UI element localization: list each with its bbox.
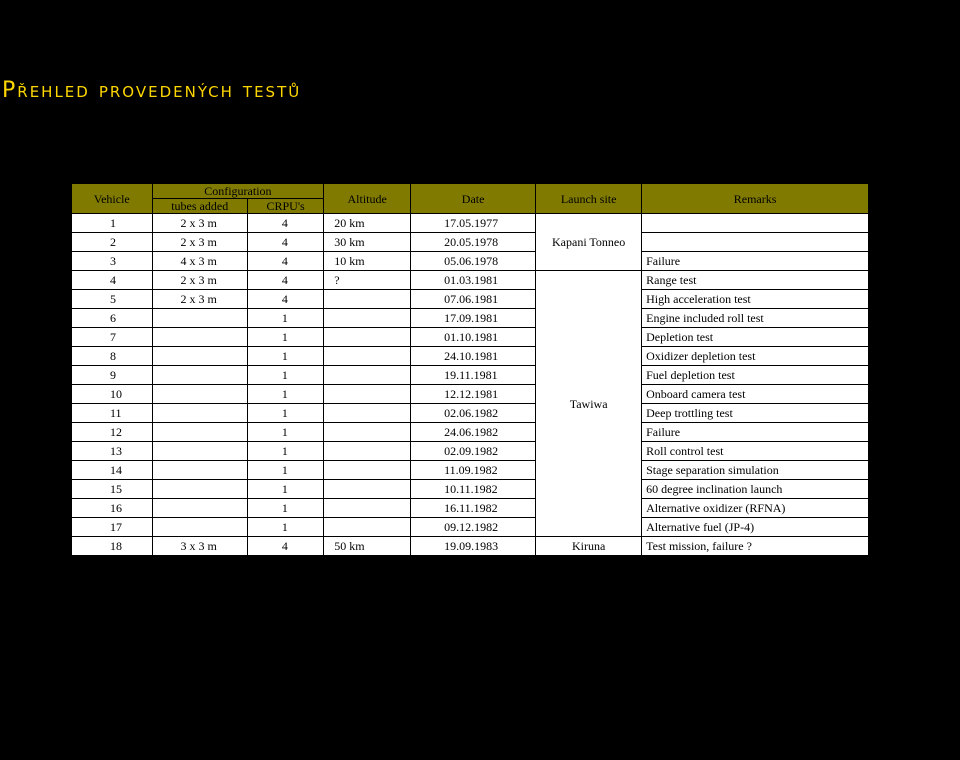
cell-tubes <box>152 518 247 537</box>
cell-vehicle: 10 <box>72 385 153 404</box>
cell-tubes <box>152 404 247 423</box>
cell-altitude <box>324 347 411 366</box>
cell-date: 24.06.1982 <box>411 423 536 442</box>
cell-date: 10.11.1982 <box>411 480 536 499</box>
table-row <box>72 290 869 309</box>
cell-remarks: Alternative fuel (JP-4) <box>642 518 869 537</box>
cell-remarks: Engine included roll test <box>642 309 869 328</box>
cell-altitude <box>324 309 411 328</box>
cell-tubes: 2 x 3 m <box>152 214 247 233</box>
cell-vehicle: 8 <box>72 347 153 366</box>
header-vehicle: Vehicle <box>72 184 153 214</box>
cell-altitude: ? <box>324 271 411 290</box>
header-altitude: Altitude <box>324 184 411 214</box>
cell-remarks <box>642 233 869 252</box>
table-row <box>72 442 869 461</box>
cell-altitude <box>324 442 411 461</box>
cell-tubes: 3 x 3 m <box>152 537 247 556</box>
table-row <box>72 366 869 385</box>
cell-launch-site: Kiruna <box>536 537 642 556</box>
cell-remarks: Stage separation simulation <box>642 461 869 480</box>
cell-date: 19.11.1981 <box>411 366 536 385</box>
cell-tubes: 4 x 3 m <box>152 252 247 271</box>
cell-vehicle: 2 <box>72 233 153 252</box>
cell-crpu: 1 <box>247 480 323 499</box>
cell-crpu: 1 <box>247 385 323 404</box>
cell-remarks: Deep trottling test <box>642 404 869 423</box>
cell-crpu: 1 <box>247 328 323 347</box>
table-row <box>72 214 869 233</box>
cell-remarks: Onboard camera test <box>642 385 869 404</box>
cell-date: 01.03.1981 <box>411 271 536 290</box>
cell-vehicle: 12 <box>72 423 153 442</box>
cell-remarks: Fuel depletion test <box>642 366 869 385</box>
table-row <box>72 233 869 252</box>
cell-crpu: 4 <box>247 290 323 309</box>
cell-tubes <box>152 366 247 385</box>
cell-tubes <box>152 385 247 404</box>
table-row <box>72 404 869 423</box>
cell-crpu: 4 <box>247 537 323 556</box>
table-row <box>72 385 869 404</box>
cell-date: 02.06.1982 <box>411 404 536 423</box>
cell-crpu: 1 <box>247 366 323 385</box>
cell-altitude: 30 km <box>324 233 411 252</box>
cell-vehicle: 15 <box>72 480 153 499</box>
cell-remarks: Oxidizer depletion test <box>642 347 869 366</box>
cell-tubes <box>152 423 247 442</box>
cell-tubes: 2 x 3 m <box>152 290 247 309</box>
header-remarks: Remarks <box>642 184 869 214</box>
cell-altitude: 20 km <box>324 214 411 233</box>
cell-altitude <box>324 423 411 442</box>
cell-altitude: 10 km <box>324 252 411 271</box>
cell-tubes <box>152 480 247 499</box>
cell-crpu: 1 <box>247 423 323 442</box>
cell-vehicle: 5 <box>72 290 153 309</box>
cell-altitude <box>324 290 411 309</box>
cell-vehicle: 1 <box>72 214 153 233</box>
cell-remarks: 60 degree inclination launch <box>642 480 869 499</box>
cell-altitude <box>324 461 411 480</box>
cell-crpu: 1 <box>247 499 323 518</box>
cell-remarks: Failure <box>642 252 869 271</box>
cell-launch-site: Tawiwa <box>536 271 642 537</box>
cell-vehicle: 13 <box>72 442 153 461</box>
cell-date: 09.12.1982 <box>411 518 536 537</box>
cell-remarks: Test mission, failure ? <box>642 537 869 556</box>
cell-remarks: Failure <box>642 423 869 442</box>
cell-vehicle: 4 <box>72 271 153 290</box>
cell-remarks <box>642 214 869 233</box>
cell-remarks: High acceleration test <box>642 290 869 309</box>
table-row <box>72 328 869 347</box>
cell-tubes <box>152 442 247 461</box>
cell-tubes <box>152 309 247 328</box>
cell-crpu: 4 <box>247 271 323 290</box>
table-row <box>72 309 869 328</box>
header-tubes-added: tubes added <box>152 199 247 214</box>
cell-date: 17.05.1977 <box>411 214 536 233</box>
cell-vehicle: 7 <box>72 328 153 347</box>
cell-crpu: 1 <box>247 404 323 423</box>
cell-crpu: 1 <box>247 461 323 480</box>
cell-crpu: 4 <box>247 252 323 271</box>
table-row <box>72 252 869 271</box>
tests-table <box>71 183 869 556</box>
table-row <box>72 271 869 290</box>
cell-date: 12.12.1981 <box>411 385 536 404</box>
cell-vehicle: 6 <box>72 309 153 328</box>
cell-remarks: Range test <box>642 271 869 290</box>
header-configuration: Configuration <box>152 184 324 199</box>
cell-date: 16.11.1982 <box>411 499 536 518</box>
cell-altitude: 50 km <box>324 537 411 556</box>
cell-altitude <box>324 328 411 347</box>
cell-vehicle: 3 <box>72 252 153 271</box>
cell-tubes: 2 x 3 m <box>152 271 247 290</box>
cell-date: 05.06.1978 <box>411 252 536 271</box>
cell-date: 07.06.1981 <box>411 290 536 309</box>
page-title: Přehled provedených testů <box>2 78 302 103</box>
cell-remarks: Depletion test <box>642 328 869 347</box>
cell-date: 20.05.1978 <box>411 233 536 252</box>
cell-crpu: 1 <box>247 309 323 328</box>
table-row <box>72 347 869 366</box>
cell-vehicle: 11 <box>72 404 153 423</box>
cell-vehicle: 18 <box>72 537 153 556</box>
cell-altitude <box>324 518 411 537</box>
table-row <box>72 480 869 499</box>
cell-tubes: 2 x 3 m <box>152 233 247 252</box>
cell-date: 17.09.1981 <box>411 309 536 328</box>
cell-remarks: Roll control test <box>642 442 869 461</box>
header-launch-site: Launch site <box>536 184 642 214</box>
cell-remarks: Alternative oxidizer (RFNA) <box>642 499 869 518</box>
cell-date: 11.09.1982 <box>411 461 536 480</box>
cell-vehicle: 14 <box>72 461 153 480</box>
cell-tubes <box>152 328 247 347</box>
cell-crpu: 4 <box>247 233 323 252</box>
table-row <box>72 461 869 480</box>
table-row <box>72 518 869 537</box>
table-row <box>72 537 869 556</box>
cell-altitude <box>324 499 411 518</box>
table-row <box>72 423 869 442</box>
cell-altitude <box>324 366 411 385</box>
cell-tubes <box>152 347 247 366</box>
table-row <box>72 499 869 518</box>
cell-vehicle: 9 <box>72 366 153 385</box>
cell-date: 19.09.1983 <box>411 537 536 556</box>
cell-tubes <box>152 461 247 480</box>
cell-altitude <box>324 480 411 499</box>
cell-crpu: 1 <box>247 347 323 366</box>
table-header <box>72 184 869 214</box>
cell-crpu: 1 <box>247 442 323 461</box>
cell-date: 01.10.1981 <box>411 328 536 347</box>
cell-tubes <box>152 499 247 518</box>
cell-vehicle: 17 <box>72 518 153 537</box>
cell-altitude <box>324 385 411 404</box>
header-date: Date <box>411 184 536 214</box>
cell-date: 02.09.1982 <box>411 442 536 461</box>
cell-crpu: 1 <box>247 518 323 537</box>
cell-date: 24.10.1981 <box>411 347 536 366</box>
header-crpus: CRPU's <box>247 199 323 214</box>
cell-vehicle: 16 <box>72 499 153 518</box>
cell-launch-site: Kapani Tonneo <box>536 214 642 271</box>
cell-altitude <box>324 404 411 423</box>
cell-crpu: 4 <box>247 214 323 233</box>
